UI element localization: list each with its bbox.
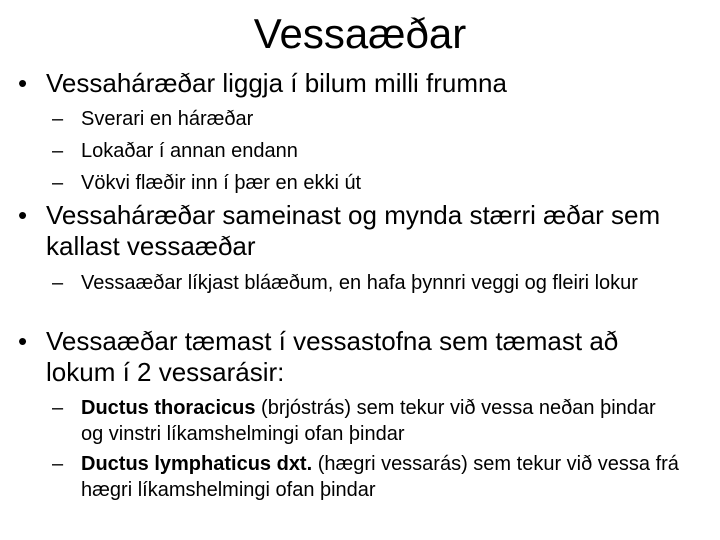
sub-point-1-2 xyxy=(52,138,681,164)
sub-point-text: (brjóstrás) sem tekur við vessa neðan þindar og vinstri líkamshelmingi ofan þindar xyxy=(81,397,656,445)
sub-point-1-1 xyxy=(52,106,681,132)
bullet-point-2 xyxy=(18,200,686,262)
dash-glyph: – xyxy=(52,140,64,162)
latin-term: Ductus thoracicus xyxy=(81,397,256,419)
slide-title: Vessaæðar xyxy=(253,10,467,57)
bullet-text: Vessaháræðar liggja í bilum milli frumna xyxy=(46,68,507,98)
sub-point-text: Vessaæðar líkjast bláæðum, en hafa þynnri veggi og fleiri lokur xyxy=(81,272,638,294)
sub-point-text: Sverari en háræðar xyxy=(81,108,254,130)
sub-point-text: Lokaðar í annan endann xyxy=(81,140,298,162)
sub-point-3-2 xyxy=(52,451,681,503)
sub-point-3-1 xyxy=(52,395,681,447)
bullet-point-3 xyxy=(18,326,686,388)
dash-glyph: – xyxy=(52,453,64,475)
bullet-glyph: • xyxy=(18,68,28,98)
dash-glyph: – xyxy=(52,108,64,130)
sub-point-2-1 xyxy=(52,270,681,296)
sub-point-1-3 xyxy=(52,170,681,196)
sub-point-text: Vökvi flæðir inn í þær en ekki út xyxy=(81,172,362,194)
bullet-text: Vessaæðar tæmast í vessastofna sem tæmast að lokum í 2 vessarásir: xyxy=(46,326,619,387)
bullet-glyph: • xyxy=(18,200,28,230)
dash-glyph: – xyxy=(52,172,64,194)
bullet-point-1 xyxy=(18,68,686,99)
sub-point-text: (hægri vessarás) sem tekur við vessa frá hægri líkamshelmingi ofan þindar xyxy=(81,453,679,501)
bullet-glyph: • xyxy=(18,326,28,356)
latin-term: Ductus lymphaticus dxt. xyxy=(81,453,313,475)
dash-glyph: – xyxy=(52,272,64,294)
bullet-text: Vessaháræðar sameinast og mynda stærri æðar sem kallast vessaæðar xyxy=(46,200,661,261)
dash-glyph: – xyxy=(52,397,64,419)
